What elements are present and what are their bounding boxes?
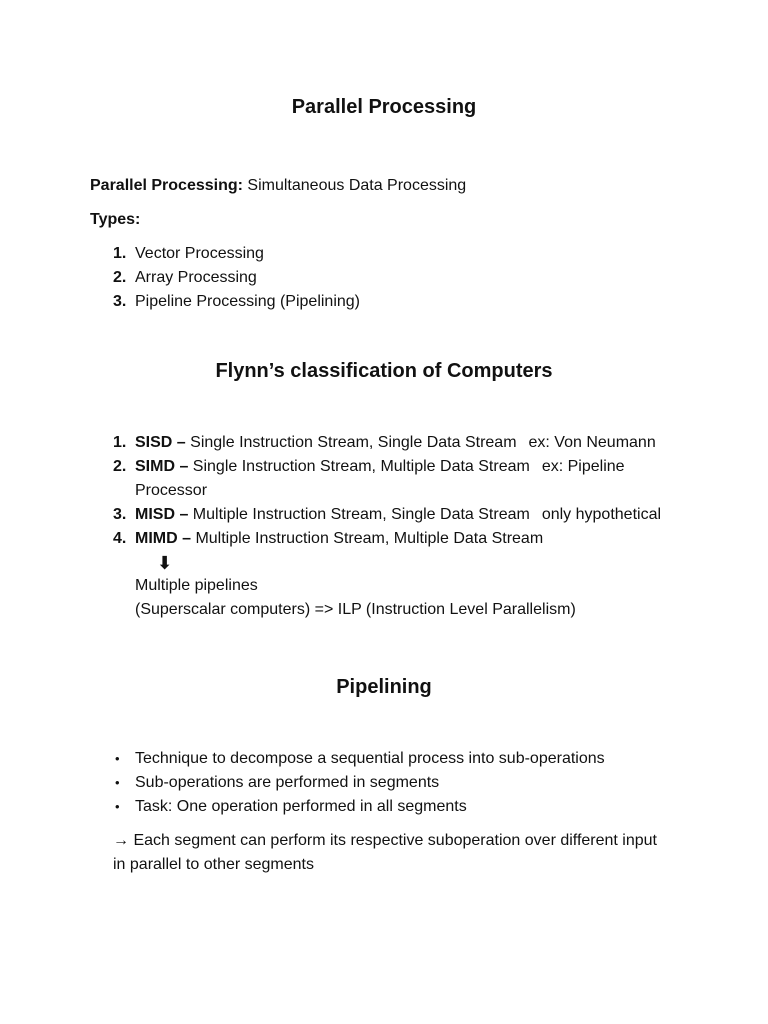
list-item <box>135 503 661 527</box>
item-text: Single Instruction Stream, Single Data Stream <box>190 434 517 451</box>
item-note: ex: Pipeline <box>541 458 625 475</box>
section-title-pipelining: Pipelining <box>336 676 432 698</box>
definition-text: Simultaneous Data Processing <box>247 177 467 194</box>
list-number: 3. <box>113 506 127 523</box>
list-item: Array Processing <box>135 269 257 286</box>
definition-line <box>90 174 466 198</box>
list-number: 1. <box>113 434 127 451</box>
item-text: Multiple Instruction Stream, Multiple Data Stream <box>195 530 544 547</box>
section-title-parallel-processing: Parallel Processing <box>291 96 477 118</box>
definition-label: Parallel Processing: <box>90 177 243 194</box>
sub-line: Multiple pipelines <box>135 577 258 594</box>
list-item <box>135 527 543 551</box>
list-number: 3. <box>113 293 127 310</box>
item-text: Multiple Instruction Stream, Single Data Stream <box>192 506 530 523</box>
list-item <box>135 455 625 479</box>
list-number: 2. <box>113 458 127 475</box>
note-line-continued: in parallel to other segments <box>113 856 314 873</box>
item-note: only hypothetical <box>541 506 662 523</box>
types-label: Types: <box>90 211 141 228</box>
bullet-item: Task: One operation performed in all segments <box>135 798 467 815</box>
arrow-right-icon: → <box>113 832 129 849</box>
item-abbr: MIMD – <box>135 530 191 547</box>
item-note-continued: Processor <box>135 482 208 499</box>
item-text: Single Instruction Stream, Multiple Data Stream <box>192 458 530 475</box>
bullet-item: Sub-operations are performed in segments <box>135 774 440 791</box>
list-number: 1. <box>113 245 127 262</box>
list-item: Vector Processing <box>135 245 264 262</box>
bullet-icon: • <box>115 751 120 766</box>
item-abbr: SIMD – <box>135 458 189 475</box>
bullet-icon: • <box>115 799 120 814</box>
list-number: 2. <box>113 269 127 286</box>
item-abbr: MISD – <box>135 506 189 523</box>
bullet-item: Technique to decompose a sequential process into sub-operations <box>135 750 605 767</box>
item-abbr: SISD – <box>135 434 186 451</box>
note-text: Each segment can perform its respective suboperation over different input <box>133 832 657 849</box>
list-number: 4. <box>113 530 127 547</box>
note-line <box>113 829 657 853</box>
bullet-icon: • <box>115 775 120 790</box>
sub-line: (Superscalar computers) => ILP (Instruction Level Parallelism) <box>135 601 576 618</box>
item-note: ex: Von Neumann <box>528 434 656 451</box>
arrow-down-icon: ⬇ <box>157 553 173 573</box>
section-title-flynn: Flynn’s classification of Computers <box>215 360 553 382</box>
list-item <box>135 431 656 455</box>
list-item: Pipeline Processing (Pipelining) <box>135 293 361 310</box>
